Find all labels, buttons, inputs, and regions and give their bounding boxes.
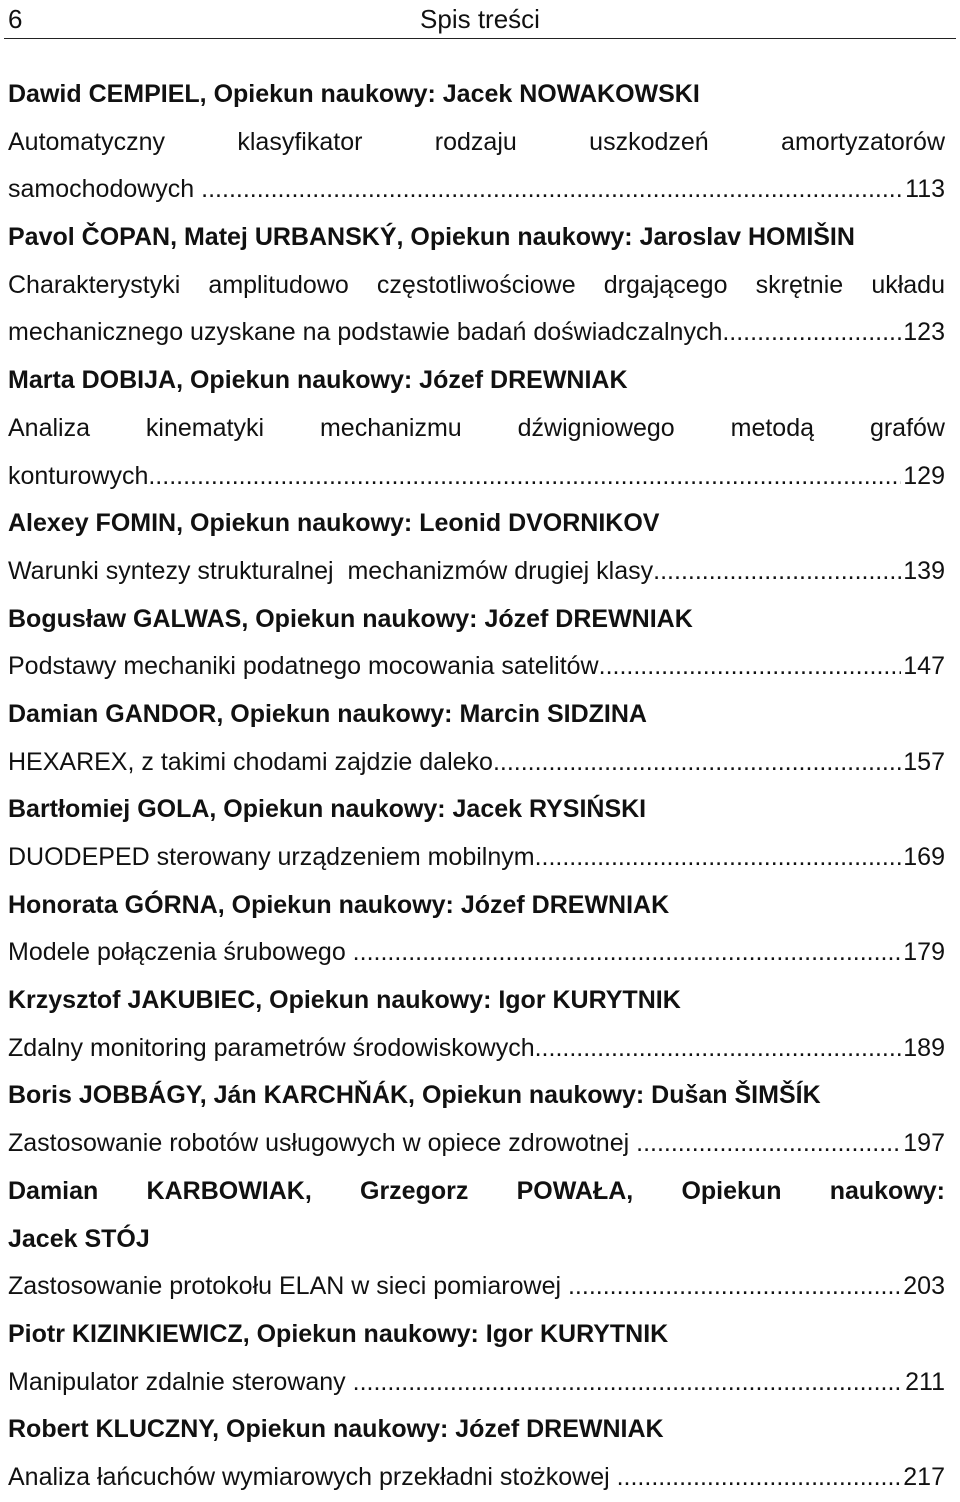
toc-entry-authors: Piotr KIZINKIEWICZ, Opiekun naukowy: Igor KURYTNIK (8, 1319, 669, 1348)
toc-entry-authors: Pavol ČOPAN, Matej URBANSKÝ, Opiekun naukowy: Jaroslav HOMIŠIN (8, 223, 855, 252)
toc-entry (8, 500, 945, 595)
toc-entry-title-line (8, 166, 945, 214)
toc-entry-title: konturowych (8, 461, 149, 490)
dot-leader (353, 929, 902, 977)
toc-entry-page-number: 179 (903, 938, 945, 967)
toc-entry-page-number: 129 (903, 461, 945, 490)
toc-entry-authors: Boris JOBBÁGY, Ján KARCHŇÁK, Opiekun naukowy: Dušan ŠIMŠÍK (8, 1081, 821, 1110)
toc-entry-title-line (8, 929, 945, 977)
toc-entry (8, 596, 945, 691)
toc-entry-title: Warunki syntezy strukturalnej mechanizmów drugiej klasy (8, 556, 654, 585)
table-of-contents (8, 71, 945, 1502)
toc-entry-title: DUODEPED sterowany urządzeniem mobilnym (8, 843, 535, 871)
toc-entry (8, 1168, 945, 1311)
toc-entry-title: mechanicznego uzyskane na podstawie badań doświadczalnych (8, 318, 723, 347)
toc-entry-authors: Bartłomiej GOLA, Opiekun naukowy: Jacek RYSIŃSKI (8, 795, 647, 824)
toc-entry-page-number: 197 (903, 1129, 945, 1158)
dot-leader (535, 834, 902, 882)
toc-entry-authors: Robert KLUCZNY, Opiekun naukowy: Józef DREWNIAK (8, 1415, 664, 1444)
toc-entry-title-line (8, 453, 945, 501)
toc-entry (8, 357, 945, 500)
toc-entry (8, 214, 945, 357)
toc-entry (8, 882, 945, 977)
dot-leader (599, 643, 902, 691)
dot-leader (201, 166, 903, 214)
toc-entry (8, 1406, 945, 1501)
toc-entry-title: Zastosowanie robotów usługowych w opiece zdrowotnej (8, 1129, 637, 1158)
dot-leader (353, 1359, 904, 1407)
toc-entry-authors: Damian KARBOWIAK, Grzegorz POWAŁA, Opiekun naukowy: (8, 1176, 945, 1205)
toc-entry-title: Charakterystyki amplitudowo częstotliwościowe drgającego skrętnie układu (8, 270, 945, 299)
toc-entry-page-number: 139 (903, 556, 945, 585)
toc-entry-title: Analiza łańcuchów wymiarowych przekładni stożkowej (8, 1462, 617, 1491)
toc-entry (8, 1072, 945, 1167)
dot-leader (493, 739, 901, 787)
toc-entry-authors: Dawid CEMPIEL, Opiekun naukowy: Jacek NOWAKOWSKI (8, 80, 700, 108)
toc-entry-title-line (8, 1359, 945, 1407)
toc-entry-page-number: 157 (903, 747, 945, 776)
toc-entry-title-line (8, 643, 945, 691)
toc-entry-title: Podstawy mechaniki podatnego mocowania satelitów (8, 652, 599, 681)
toc-entry-page-number: 113 (905, 175, 945, 204)
toc-entry-page-number: 147 (903, 652, 945, 681)
toc-entry-authors: Marta DOBIJA, Opiekun naukowy: Józef DREWNIAK (8, 366, 628, 395)
toc-entry-title-line (8, 309, 945, 357)
toc-entry-title: HEXAREX, z takimi chodami zajdzie daleko (8, 747, 493, 776)
toc-entry-title: Automatyczny klasyfikator rodzaju uszkodzeń amortyzatorów (8, 127, 945, 156)
dot-leader (535, 1025, 902, 1073)
toc-entry-title-line (8, 739, 945, 787)
toc-entry-page-number: 189 (903, 1033, 945, 1062)
toc-entry (8, 1311, 945, 1406)
dot-leader (568, 1263, 901, 1311)
toc-entry-page-number: 123 (903, 318, 945, 347)
toc-entry-title-line (8, 548, 945, 596)
toc-entry-authors: Krzysztof JAKUBIEC, Opiekun naukowy: Igor KURYTNIK (8, 986, 681, 1015)
toc-entry-authors: Alexey FOMIN, Opiekun naukowy: Leonid DVORNIKOV (8, 509, 660, 538)
toc-entry-title: Manipulator zdalnie sterowany (8, 1367, 353, 1396)
dot-leader (636, 1120, 901, 1168)
toc-entry-title-line (8, 1025, 945, 1073)
toc-entry-title-line (8, 834, 945, 882)
toc-entry (8, 977, 945, 1072)
toc-entry-title-line (8, 1263, 945, 1311)
toc-entry-page-number: 211 (905, 1367, 945, 1396)
dot-leader (722, 309, 901, 357)
toc-entry-title: Analiza kinematyki mechanizmu dźwigniowego metodą grafów (8, 413, 945, 442)
toc-entry-title: Zastosowanie protokołu ELAN w sieci pomiarowej (8, 1272, 568, 1301)
dot-leader (617, 1454, 902, 1502)
toc-entry-title: Zdalny monitoring parametrów środowiskowych (8, 1033, 535, 1062)
toc-entry (8, 71, 945, 214)
toc-entry-page-number: 217 (903, 1462, 945, 1491)
toc-entry-title-line (8, 1120, 945, 1168)
toc-entry-title: samochodowych (8, 175, 202, 204)
toc-entry-page-number: 203 (903, 1272, 945, 1301)
page-title: Spis treści (420, 4, 540, 34)
toc-entry-authors: Damian GANDOR, Opiekun naukowy: Marcin SIDZINA (8, 699, 647, 728)
dot-leader (148, 453, 901, 501)
toc-entry-authors: Jacek STÓJ (8, 1224, 150, 1253)
toc-entry-title-line (8, 1454, 945, 1502)
toc-entry-page-number: 169 (903, 843, 945, 871)
dot-leader (653, 548, 901, 596)
toc-entry (8, 691, 945, 786)
toc-entry (8, 786, 945, 881)
toc-entry-authors: Honorata GÓRNA, Opiekun naukowy: Józef DREWNIAK (8, 890, 670, 919)
toc-entry-authors: Bogusław GALWAS, Opiekun naukowy: Józef DREWNIAK (8, 604, 693, 633)
toc-entry-title: Modele połączenia śrubowego (8, 938, 353, 967)
page-number: 6 (8, 4, 23, 34)
header-rule (4, 38, 956, 39)
